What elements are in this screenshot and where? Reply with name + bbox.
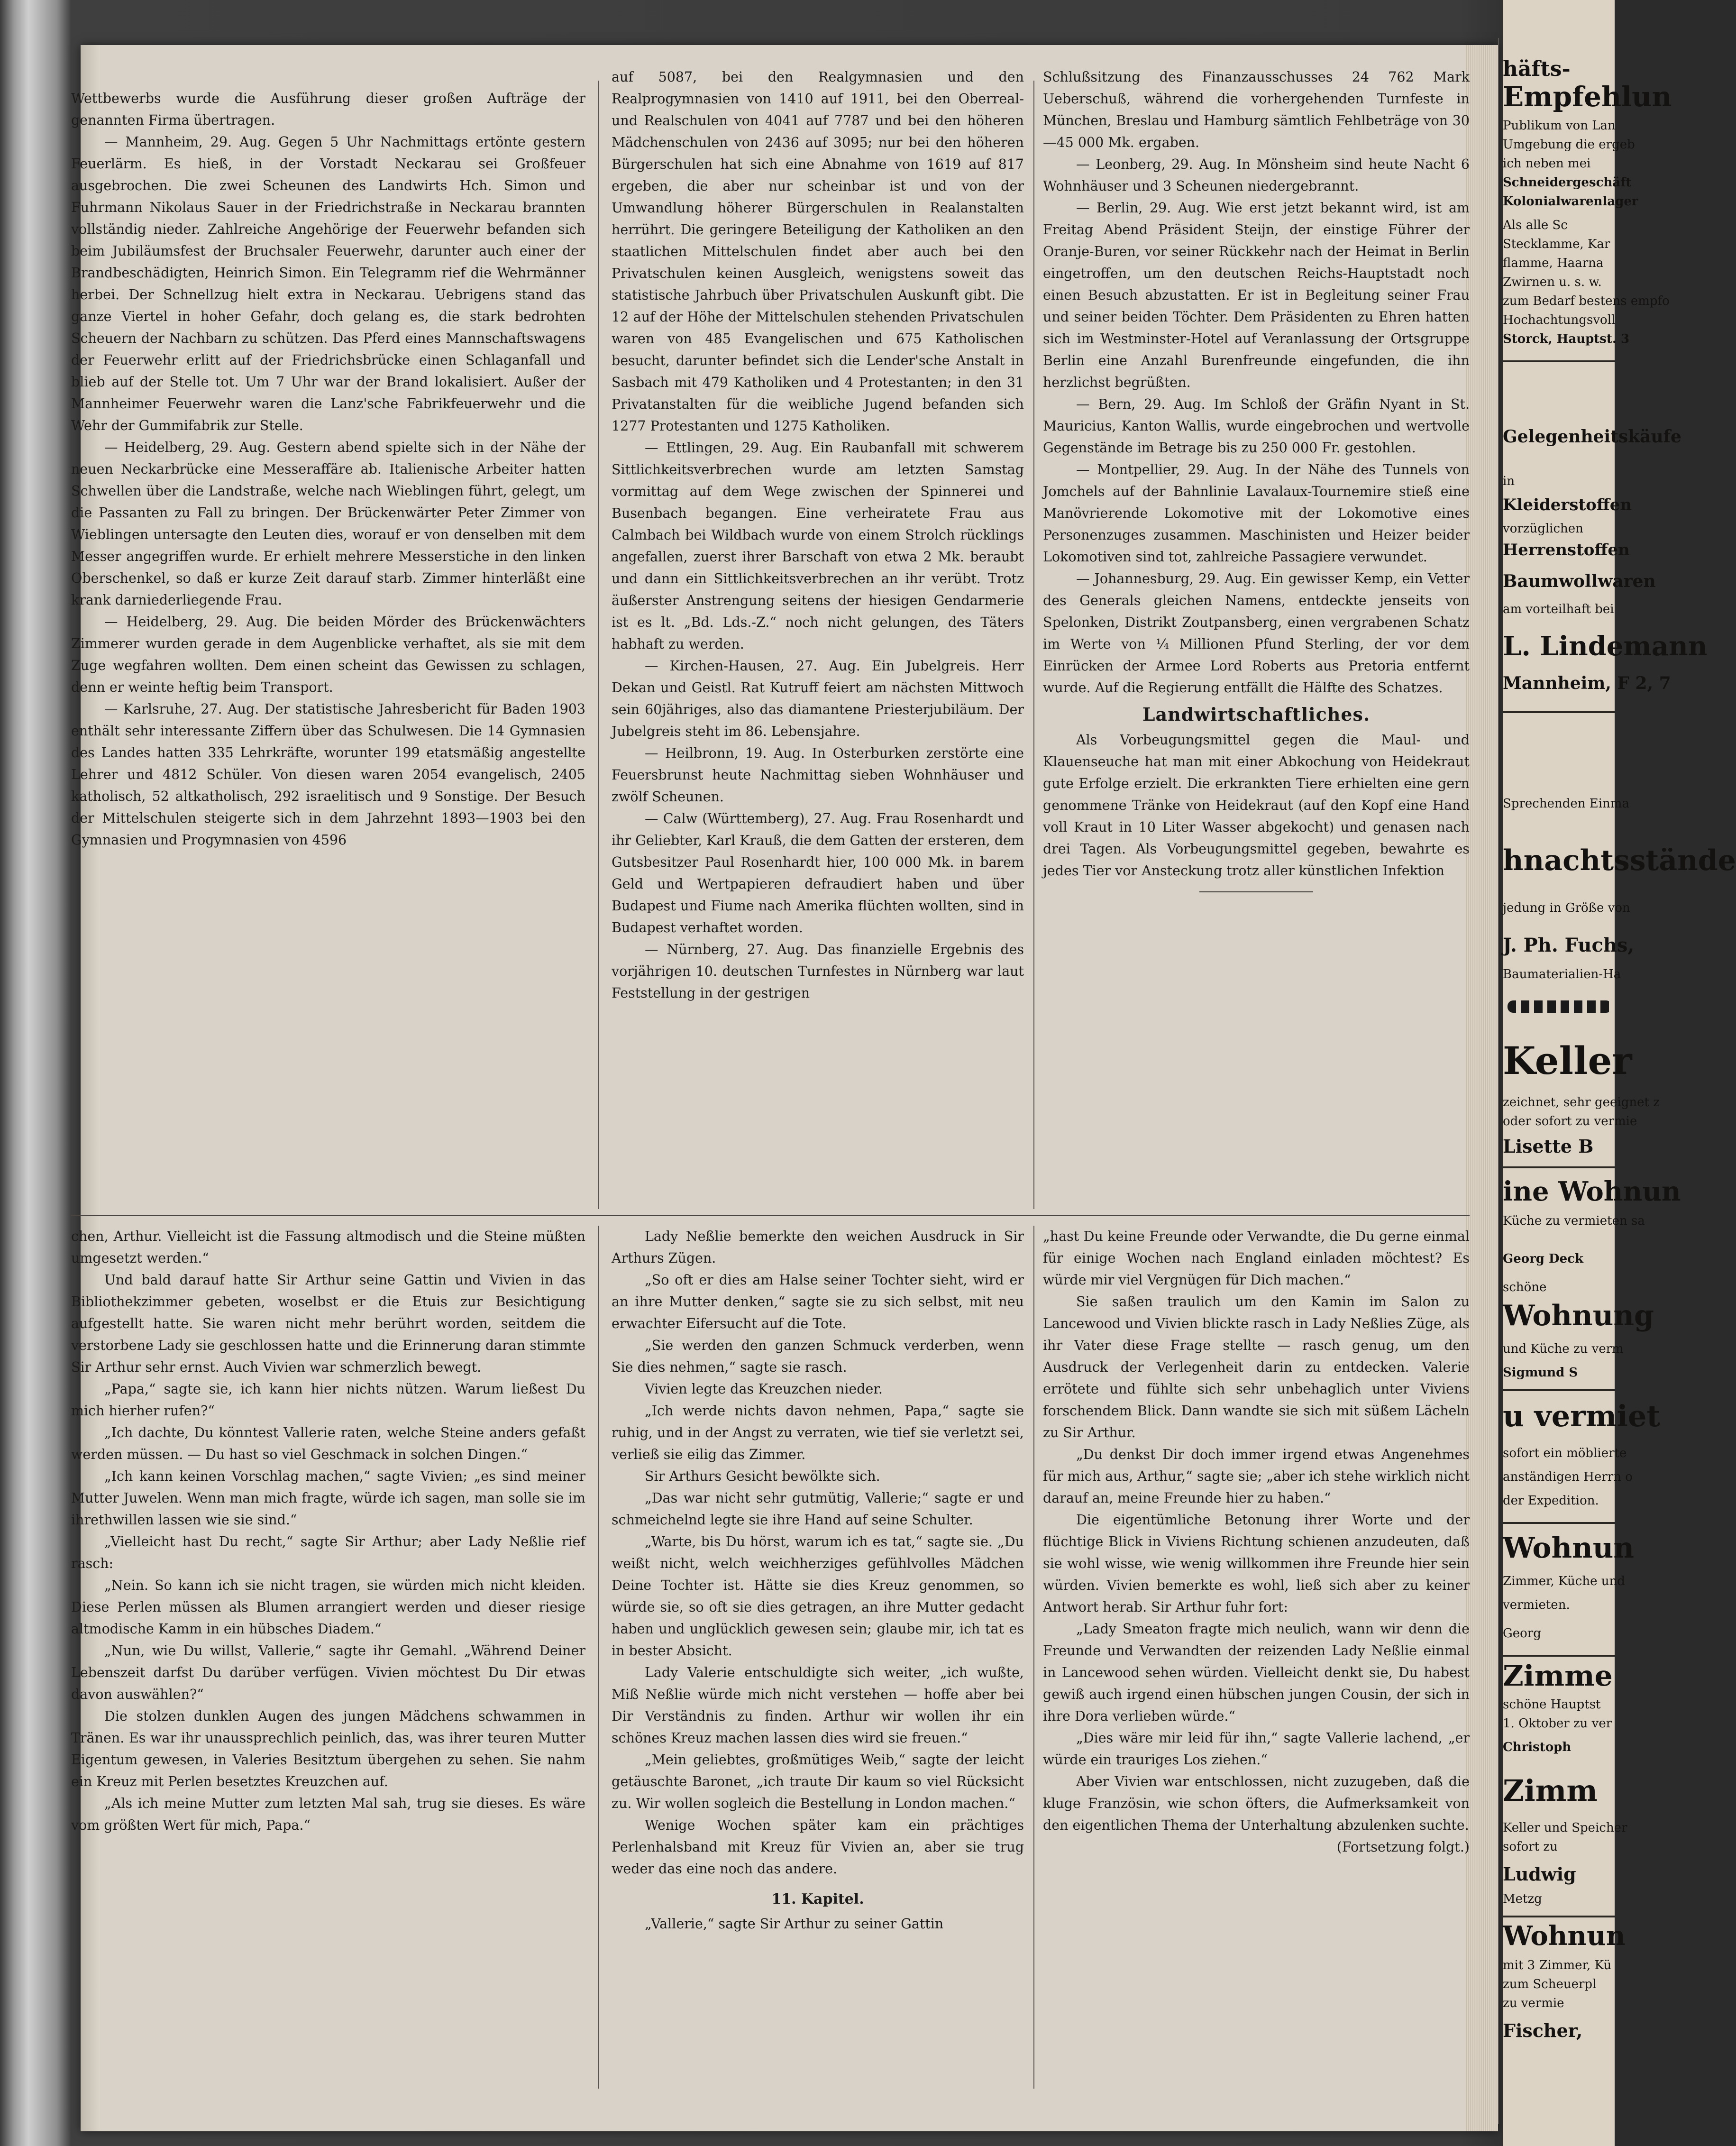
- news-column-2: [612, 66, 1024, 1207]
- ad-text: Hochachtungsvoll: [1503, 313, 1616, 327]
- ad-headline: Zimme: [1503, 1660, 1613, 1693]
- chapter-heading: 11. Kapitel.: [771, 1891, 864, 1908]
- novel-column-2: [612, 1226, 1024, 2089]
- ad-headline: L. Lindemann: [1503, 631, 1708, 662]
- ad-text: sofort zu: [1503, 1840, 1558, 1854]
- ad-divider: [1503, 1522, 1615, 1524]
- paragraph: Aber Vivien war entschlossen, nicht zuzugeben, daß die kluge Französin, wie schon öfters, die Aufmerksamkeit von den eigentlichen Thema der Unterhaltung abzulenken suchte.: [1043, 1774, 1470, 1833]
- ad-divider: [1503, 360, 1615, 362]
- paragraph: „So oft er dies am Halse seiner Tochter sieht, wird er an ihre Mutter denken,“ sagte sie zu sich selbst, mit neu erwachter Eifersucht auf die Tote.: [612, 1272, 1024, 1331]
- paragraph: — Nürnberg, 27. Aug. Das finanzielle Ergebnis des vorjährigen 10. deutschen Turnfestes in Nürnberg war laut Feststellung in der gestrigen: [612, 942, 1024, 1001]
- paragraph: — Kirchen-Hausen, 27. Aug. Ein Jubelgreis. Herr Dekan und Geistl. Rat Kutruff feiert am nächsten Mittwoch sein 60jähriges, also das diamantene Priesterjubiläum. Der Jubelgreis steht im 86. Lebensjahre.: [612, 658, 1024, 739]
- ad-text: Zimmer, Küche und: [1503, 1574, 1625, 1588]
- ad-text: am vorteilhaft bei: [1503, 602, 1614, 616]
- ad-text: Baumwollwaren: [1503, 571, 1656, 591]
- paragraph: „Papa,“ sagte sie, ich kann hier nichts nützen. Warum ließest Du mich hierher rufen?“: [71, 1381, 585, 1419]
- paragraph: — Calw (Württemberg), 27. Aug. Frau Rosenhardt und ihr Geliebter, Karl Krauß, die dem Gatten der ersteren, dem Gutsbesitzer Paul Rosenhardt hier, 100 000 Mk. in barem Geld und Wertpapieren defraudiert haben und über Budapest und Fiume nach Amerika flüchten wollten, sind in Budapest verhaftet worden.: [612, 811, 1024, 935]
- ad-text: anständigen Herrn o: [1503, 1470, 1633, 1484]
- ad-divider: [1503, 711, 1615, 713]
- paragraph: — Leonberg, 29. Aug. In Mönsheim sind heute Nacht 6 Wohnhäuser und 3 Scheunen niedergebrannt.: [1043, 156, 1470, 194]
- paragraph: Lady Neßlie bemerkte den weichen Ausdruck in Sir Arthurs Zügen.: [612, 1229, 1024, 1266]
- paragraph: „Nein. So kann ich sie nicht tragen, sie würden mich nicht kleiden. Diese Perlen müssen als Blumen arrangiert werden und dieser riesige altmodische Kamm in ein hübsches Diadem.“: [71, 1577, 585, 1637]
- ad-text: Fischer,: [1503, 2020, 1583, 2041]
- paragraph: „Dies wäre mir leid für ihn,“ sagte Vallerie lachend, „er würde ein trauriges Los ziehen.“: [1043, 1730, 1470, 1768]
- ad-text: flamme, Haarna: [1503, 256, 1604, 270]
- ads-rule: [1498, 38, 1499, 2124]
- paragraph: Die eigentümliche Betonung ihrer Worte und der flüchtige Blick in Viviens Richtung schienen anzudeuten, daß sie wohl wisse, wie wenig willkommen ihre Freunde hier sein würden. Vivien bemerkte es wohl, ließ sich aber zu keiner Antwort herab. Sir Arthur fuhr fort:: [1043, 1512, 1470, 1615]
- paragraph: „hast Du keine Freunde oder Verwandte, die Du gerne einmal für einige Wochen nach England einladen möchtest? Es würde mir viel Vergnügen für Dich machen.“: [1043, 1229, 1470, 1288]
- paragraph: „Ich werde nichts davon nehmen, Papa,“ sagte sie ruhig, und in der Angst zu verraten, wie tief sie verletzt sei, verließ sie eilig das Zimmer.: [612, 1403, 1024, 1462]
- ad-text: zum Bedarf bestens empfo: [1503, 294, 1670, 308]
- paragraph: „Sie werden den ganzen Schmuck verderben, wenn Sie dies nehmen,“ sagte sie rasch.: [612, 1338, 1024, 1375]
- ad-text: Mannheim, F 2, 7: [1503, 673, 1671, 693]
- ad-headline: Keller: [1503, 1038, 1632, 1083]
- ad-divider: [1503, 1916, 1615, 1917]
- ad-text: zeichnet, sehr geeignet z: [1503, 1095, 1660, 1110]
- ad-text: Zwirnen u. s. w.: [1503, 275, 1602, 289]
- ad-text: Sigmund S: [1503, 1366, 1578, 1380]
- ad-headline: ine Wohnun: [1503, 1176, 1681, 1207]
- ad-text: vorzüglichen: [1503, 522, 1583, 536]
- ad-text: jedung in Größe von: [1503, 901, 1630, 915]
- ad-text: Kolonialwarenlager: [1503, 194, 1638, 209]
- ad-text: schöne: [1503, 1280, 1547, 1294]
- paragraph: Wettbewerbs wurde die Ausführung dieser großen Aufträge der genannten Firma übertragen.: [71, 91, 585, 128]
- ad-text: Metzg: [1503, 1892, 1542, 1906]
- paragraph: „Vielleicht hast Du recht,“ sagte Sir Arthur; aber Lady Neßlie rief rasch:: [71, 1534, 585, 1571]
- ad-text: J. Ph. Fuchs,: [1503, 934, 1635, 956]
- paragraph: Sir Arthurs Gesicht bewölkte sich.: [645, 1468, 880, 1484]
- paragraph: — Heidelberg, 29. Aug. Die beiden Mörder des Brückenwächters Zimmerer wurden gerade in dem Augenblicke verhaftet, als sie mit dem Zuge wegfahren wollten. Dem einen scheint das Gewissen zu schlagen, denn er weinte heftig beim Transport.: [71, 614, 585, 695]
- ad-text: der Expedition.: [1503, 1494, 1599, 1508]
- paragraph: „Ich kann keinen Vorschlag machen,“ sagte Vivien; „es sind meiner Mutter Juwelen. Wenn man mich fragte, würde ich sagen, man solle sie im ihrethwillen lassen wie sie sind.“: [71, 1468, 585, 1528]
- ad-text: sofort ein möblierte: [1503, 1446, 1627, 1460]
- ad-text: oder sofort zu vermie: [1503, 1114, 1637, 1128]
- ad-headline: Wohnun: [1503, 1920, 1626, 1952]
- paragraph: Lady Valerie entschuldigte sich weiter, „ich wußte, Miß Neßlie würde mich nicht verstehen — hoffe aber bei Dir Verständnis zu finden. Arthur wir wollen ihr ein schönes Kreuz machen lassen dies wird sie freuen.“: [612, 1665, 1024, 1746]
- paragraph: — Berlin, 29. Aug. Wie erst jetzt bekannt wird, ist am Freitag Abend Präsident Steijn, der einstige Führer der Oranje-Buren, vor seiner Rückkehr nach der Heimat in Berlin eingetroffen, um den deutschen Reichs-Hauptstadt noch einen Besuch abzustatten. Er ist in Begleitung seiner Frau und seiner beiden Töchter. Dem Präsidenten zu Ehren hatten sich im Westminster-Hotel auf Veranlassung der Ortsgruppe Berlin eine Anzahl Burenfreunde eingefunden, die ihn herzlichst begrüßten.: [1043, 200, 1470, 390]
- paragraph: — Montpellier, 29. Aug. In der Nähe des Tunnels von Jomchels auf der Bahnlinie Lavalaux-Tournemire stieß eine Manövrierende Lokomotive mit der Lokomotive eines Personenzuges zusammen. Maschinisten und Heizer beider Lokomotiven sind tot, zahlreiche Passagiere verwundet.: [1043, 462, 1470, 565]
- paragraph: — Heidelberg, 29. Aug. Gestern abend spielte sich in der Nähe der neuen Neckarbrücke eine Messeraffäre ab. Italienische Arbeiter hatten Schwellen über die Landstraße, welche nach Wieblingen führt, gelegt, um die Passanten zu Fall zu bringen. Der Brückenwärter Peter Zimmer von Wieblingen untersagte den Leuten dies, worauf er von denselben mit dem Messer angegriffen wurde. Er erhielt mehrere Messerstiche in den linken Oberschenkel, so daß er kurze Zeit darauf starb. Zimmer hinterläßt eine krank darniederliegende Frau.: [71, 440, 585, 608]
- ad-text: Schneidergeschäft: [1503, 175, 1632, 190]
- ad-headline: hnachtsstände: [1503, 844, 1736, 877]
- paragraph: „Vallerie,“ sagte Sir Arthur zu seiner Gattin: [645, 1916, 944, 1932]
- ad-text: Christoph: [1503, 1740, 1572, 1754]
- paragraph: Schlußsitzung des Finanzausschusses 24 762 Mark Ueberschuß, während die vorhergehenden Turnfeste in München, Breslau und Hamburg sämtlich Fehlbeträge von 30—45 000 Mk. ergaben.: [1043, 69, 1470, 150]
- ad-text: ich neben mei: [1503, 156, 1591, 171]
- ad-text: und Küche zu verm: [1503, 1342, 1624, 1356]
- ad-headline: u vermiet: [1503, 1399, 1661, 1433]
- paragraph: — Mannheim, 29. Aug. Gegen 5 Uhr Nachmittags ertönte gestern Feuerlärm. Es hieß, in der Vorstadt Neckarau sei Großfeuer ausgebrochen. Die zwei Scheunen des Landwirts Hch. Simon und Fuhrmann Nikolaus Sauer in der Friedrichstraße in Neckarau brannten vollständig nieder. Zahlreiche Angehörige der Feuerwehr befanden sich beim Jubiläumsfest der Bruchsaler Feuerwehr, darunter auch einer der Brandbeschädigten, Heinrich Simon. Ein Telegramm rief die Wehrmänner herbei. Der Schnellzug hielt extra in Neckarau. Uebrigens stand das ganze Viertel in hoher Gefahr, doch gelang es, die stark bedrohten Scheuern der Nachbarn zu schützen. Das Pferd eines Mannschaftswagens der Feuerwehr erlitt auf der Friedrichsbrücke einen Schlaganfall und blieb auf der Stelle tot. Um 7 Uhr war der Brand lokalisiert. Außer der Mannheimer Feuerwehr waren die Lanz'sche Fabrikfeuerwehr und die Wehr der Gummifabrik zur Stelle.: [71, 134, 585, 433]
- ad-headline: Zimm: [1503, 1773, 1598, 1808]
- ad-text: Küche zu vermieten sa: [1503, 1214, 1645, 1228]
- paragraph: — Ettlingen, 29. Aug. Ein Raubanfall mit schwerem Sittlichkeitsverbrechen wurde am letzten Samstag vormittag auf dem Wege zwischen der Spinnerei und Busenbach begangen. Eine verheiratete Frau aus Calmbach bei Wildbach wurde von einem Strolch rücklings angefallen, zuerst ihrer Barschaft von etwa 2 Mk. beraubt und dann ein Sittlichkeitsverbrechen an ihr verübt. Trotz äußerster Anstrengung seitens der hiesigen Gendarmerie ist es lt. „Bd. Lds.-Z.“ noch nicht gelungen, des Täters habhaft zu werden.: [612, 440, 1024, 652]
- ad-text: in: [1503, 474, 1515, 488]
- paragraph: — Heilbronn, 19. Aug. In Osterburken zerstörte eine Feuersbrunst heute Nachmittag sieben Wohnhäuser und zwölf Scheunen.: [612, 745, 1024, 805]
- ad-text: vermieten.: [1503, 1598, 1570, 1612]
- ad-text: Georg: [1503, 1626, 1541, 1641]
- paragraph: — Karlsruhe, 27. Aug. Der statistische Jahresbericht für Baden 1903 enthält sehr interessante Ziffern über das Schulwesen. Die 14 Gymnasien des Landes hatten 335 Lehrkräfte, worunter 199 etatsmäßig angestellte Lehrer und 4812 Schüler. Von diesen waren 2054 evangelisch, 2405 katholisch, 52 altkatholisch, 292 israelitisch und 9 Sonstige. Der Besuch der Mittelschulen steigerte sich in dem Jahrzehnt 1893—1903 bei den Gymnasien und Progymnasien von 4596: [71, 701, 585, 848]
- ad-text: Keller und Speicher: [1503, 1821, 1627, 1835]
- paragraph: „Warte, bis Du hörst, warum ich es tat,“ sagte sie. „Du weißt nicht, welch weichherziges gefühlvolles Mädchen Deine Tochter ist. Hätte sie dies Kreuz genommen, so würde sie, so oft sie dies getragen, an ihre Mutter gedacht haben und unglücklich gewesen sein; glaube mir, ich tat es in bester Absicht.: [612, 1534, 1024, 1659]
- feuilleton-rule: [71, 1215, 1470, 1216]
- column-rule-1: [598, 81, 599, 1209]
- ad-headline: Gelegenheitskäufe: [1503, 427, 1681, 447]
- page-edge: [1465, 45, 1498, 2131]
- ad-headline: Wohnun: [1503, 1532, 1635, 1565]
- ad-text: Als alle Sc: [1503, 218, 1568, 232]
- ad-text: Lisette B: [1503, 1136, 1594, 1157]
- paragraph: Die stolzen dunklen Augen des jungen Mädchens schwammen in Tränen. Es war ihr unaussprechlich peinlich, das, was ihrer teuren Mutter Eigentum gewesen, in Valeries Besitztum übergehen zu sehen. Sie nahm ein Kreuz mit Perlen besetztes Kreuzchen auf.: [71, 1708, 585, 1789]
- paragraph: Als Vorbeugungsmittel gegen die Maul- und Klauenseuche hat man mit einer Abkochung von Heidekraut gute Erfolge erzielt. Die erkrankten Tiere erhielten eine gern genommene Tränke von Heidekraut (auf den Kopf eine Hand voll Kraut in 10 Liter Wasser abgekocht) und genasen nach drei Tagen. Als Vorbeugungsmittel gegeben, bewahrte es jedes Tier vor Ansteckung trotz aller künstlichen Infektion: [1043, 732, 1470, 879]
- ad-divider: [1503, 1389, 1615, 1391]
- continuation-note: (Fortsetzung folgt.): [1336, 1839, 1470, 1855]
- ad-text: Kleiderstoffen: [1503, 495, 1632, 514]
- paragraph: „Das war nicht sehr gutmütig, Vallerie;“ sagte er und schmeichelnd legte sie ihre Hand auf seine Schulter.: [612, 1490, 1024, 1528]
- ad-text: mit 3 Zimmer, Kü: [1503, 1958, 1612, 1972]
- ad-text: Sprechenden Einma: [1503, 797, 1629, 811]
- paragraph: — Bern, 29. Aug. Im Schloß der Gräfin Nyant in St. Mauricius, Kanton Wallis, wurde eingebrochen und wertvolle Gegenstände im Betrage bis zu 250 000 Fr. gestohlen.: [1043, 396, 1470, 456]
- ad-text: Ludwig: [1503, 1863, 1576, 1885]
- paragraph: Vivien legte das Kreuzchen nieder.: [645, 1381, 883, 1397]
- ad-text: zu vermie: [1503, 1996, 1564, 2010]
- adjacent-page-ads: [1503, 0, 1736, 2146]
- ad-text: schöne Hauptst: [1503, 1697, 1601, 1712]
- news-column-1: [71, 88, 585, 1207]
- paragraph: „Als ich meine Mutter zum letzten Mal sah, trug sie dieses. Es wäre vom größten Wert für mich, Papa.“: [71, 1796, 585, 1833]
- paragraph: — Johannesburg, 29. Aug. Ein gewisser Kemp, ein Vetter des Generals gleichen Namens, entdeckte jenseits von Spelonken, Distrikt Zoutpansberg, einen vergrabenen Schatz im Werte von ¼ Millionen Pfund Sterling, der vor dem Einrücken der Armee Lord Roberts aus Pretoria entfernt wurde. Auf die Regierung entfällt die Hälfte des Schatzes.: [1043, 571, 1470, 696]
- paragraph: Sie saßen traulich um den Kamin im Salon zu Lancewood und Vivien blickte rasch in Lady Neßlies Züge, als ihr Vater diese Frage stellte — rasch genug, um den Ausdruck der Verlegenheit darin zu entdecken. Valerie errötete und fühlte sich sehr unbehaglich unter Viviens forschendem Blick. Dann wandte sie sich mit süßem Lächeln zu Sir Arthur.: [1043, 1294, 1470, 1440]
- column-rule-3: [598, 1226, 599, 2089]
- paragraph: „Du denkst Dir doch immer irgend etwas Angenehmes für mich aus, Arthur,“ sagte sie; „aber ich stehe wirklich nicht darauf an, meine Freunde hier zu haben.“: [1043, 1447, 1470, 1506]
- ad-text: Stecklamme, Kar: [1503, 237, 1610, 251]
- ad-headline: Wohnung: [1503, 1299, 1654, 1332]
- ad-text: Umgebung die ergeb: [1503, 138, 1635, 152]
- news-column-3: [1043, 66, 1470, 1162]
- ad-headline: Empfehlun: [1503, 81, 1672, 113]
- novel-column-3: [1043, 1226, 1470, 2041]
- ad-text: 1. Oktober zu ver: [1503, 1716, 1612, 1731]
- paragraph: „Ich dachte, Du könntest Vallerie raten, welche Steine anders gefaßt werden müssen. — Du hast so viel Geschmack in solchen Dingen.“: [71, 1425, 585, 1462]
- novel-column-1: [71, 1226, 585, 2089]
- ad-text: Publikum von Lan: [1503, 119, 1616, 133]
- paragraph: auf 5087, bei den Realgymnasien und den Realprogymnasien von 1410 auf 1911, bei den Oberreal- und Realschulen von 4041 auf 7787 und bei den höheren Mädchenschulen von 2436 auf 3095; nur bei den höheren Bürgerschulen hat sich eine Abnahme von 1619 auf 817 ergeben, die aber nur scheinbar ist und von der Umwandlung höherer Bürgerschulen in Realanstalten herrührt. Die geringere Beteiligung der Katholiken an den staatlichen Mittelschulen findet aber auch bei den Privatschulen keinen Ausgleich, wenigstens soweit das statistische Jahrbuch über Privatschulen Auskunft gibt. Die 12 auf der Höhe der Mittelschulen stehenden Privatschulen waren von 485 Evangelischen und 675 Katholischen besucht, darunter befindet sich die Lender'sche Anstalt in Sasbach mit 479 Katholiken und 4 Protestanten; in den 31 Privatanstalten für die weibliche Jugend befanden sich 1277 Protestanten und 1275 Katholiken.: [612, 69, 1024, 434]
- ad-text: Georg Deck: [1503, 1252, 1583, 1266]
- paragraph: „Nun, wie Du willst, Vallerie,“ sagte ihr Gemahl. „Während Deiner Lebenszeit darfst Du darüber verfügen. Vivien möchtest Du Dir etwas davon auswählen?“: [71, 1643, 585, 1702]
- ad-text: Storck, Hauptst. 3: [1503, 332, 1630, 346]
- column-rule-2: [1033, 81, 1034, 1209]
- paragraph: chen, Arthur. Vielleicht ist die Fassung altmodisch und die Steine müßten umgesetzt werden.“: [71, 1229, 585, 1266]
- end-rule: [1199, 891, 1313, 892]
- ad-text: Herrenstoffen: [1503, 541, 1630, 559]
- column-rule-4: [1033, 1226, 1034, 2089]
- paragraph: „Lady Smeaton fragte mich neulich, wann wir denn die Freunde und Verwandten der reizenden Lady Neßlie einmal in Lancewood sehen würden. Vielleicht denkt sie, Du habest gewiß auch irgend einen hübschen jungen Cousin, der sich in ihre Dora verlieben würde.“: [1043, 1621, 1470, 1724]
- ad-text: Baumaterialien-Ha: [1503, 967, 1621, 981]
- ad-ornament: [1508, 1000, 1612, 1013]
- paragraph: „Mein geliebtes, großmütiges Weib,“ sagte der leicht getäuschte Baronet, „ich traute Dir kaum so viel Rücksicht zu. Wir wollen sogleich die Bestellung in London machen.“: [612, 1752, 1024, 1811]
- paragraph: Und bald darauf hatte Sir Arthur seine Gattin und Vivien in das Bibliothekzimmer gebeten, woselbst er die Etuis zur Besichtigung aufgestellt hatte. Sie waren nicht mehr berührt worden, seitdem die verstorbene Lady sie geschlossen hatte und die Erinnerung daran stimmte Sir Arthur sehr ernst. Auch Vivien war schmerzlich bewegt.: [71, 1272, 585, 1375]
- ad-divider: [1503, 1655, 1615, 1657]
- paragraph: Wenige Wochen später kam ein prächtiges Perlenhalsband mit Kreuz für Vivien an, aber sie trug weder das eine noch das andere.: [612, 1817, 1024, 1877]
- section-heading: Landwirtschaftliches.: [1142, 704, 1371, 725]
- ad-divider: [1503, 1166, 1615, 1168]
- ad-text: häfts-: [1503, 57, 1571, 81]
- ad-text: zum Scheuerpl: [1503, 1977, 1597, 1991]
